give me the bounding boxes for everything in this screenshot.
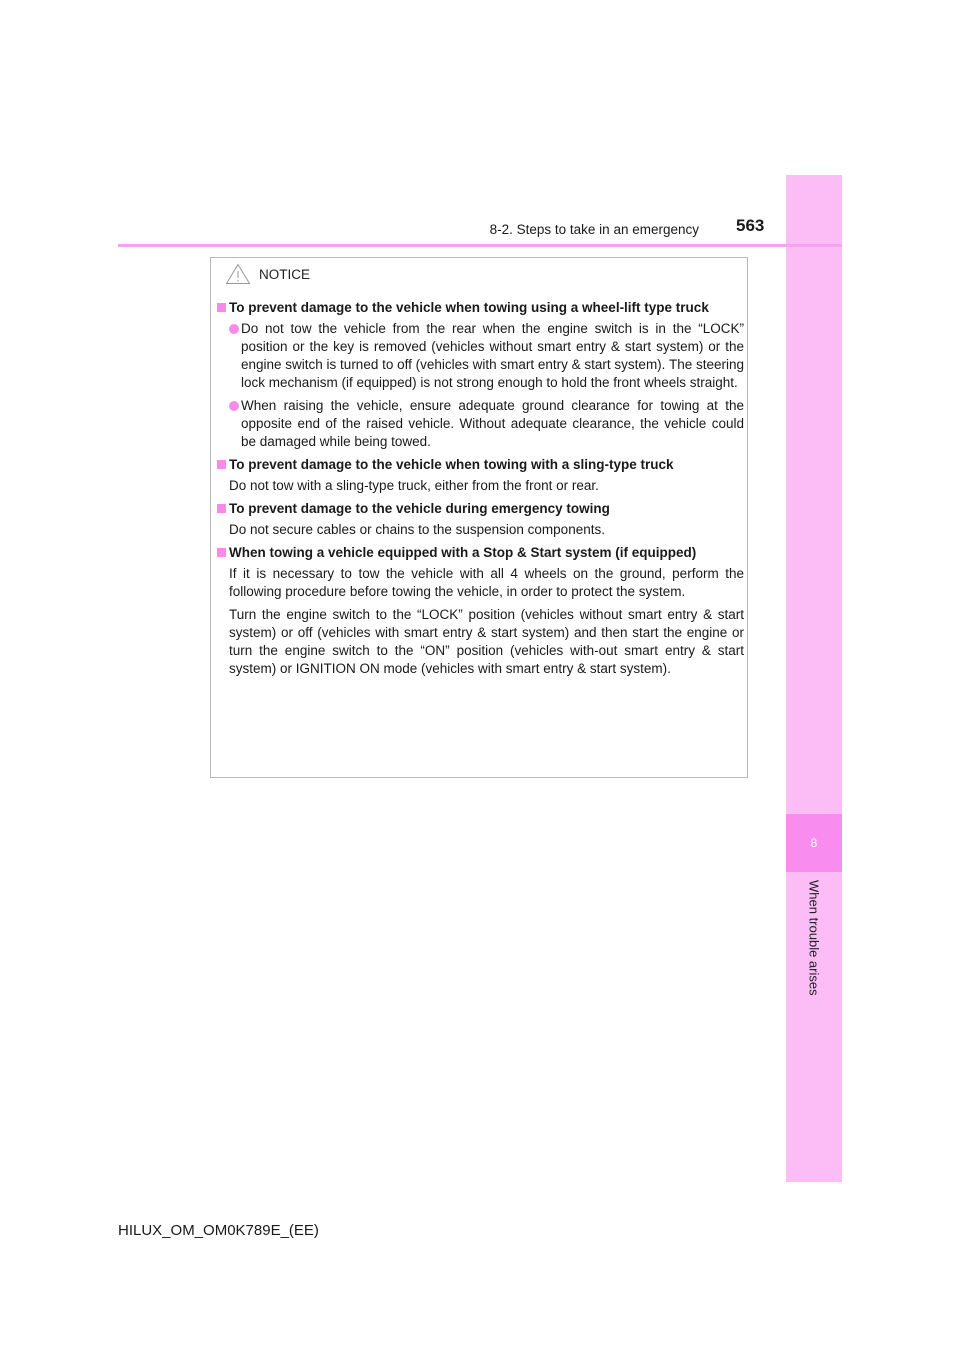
section-heading: To prevent damage to the vehicle when towing using a wheel-lift type truck [217,299,744,317]
section-paragraph: Turn the engine switch to the “LOCK” position (vehicles without smart entry & start system) or off (vehicles with smart entry & start system) and then start the engine or turn the engine switch to the “ON” position (vehicles with-out smart entry & start system) or IGNITION ON mode (vehicles with smart entry & start system). [229,607,744,676]
square-bullet-icon [217,460,226,469]
page-number: 563 [736,216,765,235]
round-bullet-icon [229,401,239,411]
square-bullet-icon [217,303,226,312]
round-bullet-icon [229,324,239,334]
bullet-item: Do not tow the vehicle from the rear when the engine switch is in the “LOCK” position or the key is removed (vehicles without smart entry & start system) or the engine switch is turned to off (vehicles with smart entry & start system). The steering lock mechanism (if equipped) is not strong enough to hold the front wheels straight. [217,320,744,392]
square-bullet-icon [217,548,226,557]
side-chapter-tab [786,175,842,1182]
square-bullet-icon [217,504,226,513]
document-code: HILUX_OM_OM0K789E_(EE) [118,1222,319,1239]
section-heading: When towing a vehicle equipped with a Stop & Start system (if equipped) [217,544,744,562]
warning-triangle-icon [225,263,251,285]
notice-header [225,263,310,285]
section-title: 8-2. Steps to take in an emergency [489,222,699,237]
chapter-title: When trouble arises [806,880,822,996]
section-text: Do not secure cables or chains to the suspension components. [229,522,605,537]
section-heading: To prevent damage to the vehicle during emergency towing [217,500,744,518]
notice-box [210,257,748,778]
section-paragraph: If it is necessary to tow the vehicle with all 4 wheels on the ground, perform the following procedure before towing the vehicle, in order to protect the system. [229,566,744,599]
chapter-number: 8 [786,814,842,872]
bullet-item: When raising the vehicle, ensure adequate ground clearance for towing at the opposite end of the raised vehicle. Without adequate clearance, the vehicle could be damaged while being towed. [217,397,744,451]
section-heading: To prevent damage to the vehicle when towing with a sling-type truck [217,456,744,474]
notice-label: NOTICE [259,266,311,282]
header-divider [118,244,842,247]
section-text: Do not tow with a sling-type truck, either from the front or rear. [229,478,599,493]
notice-body [217,299,744,683]
